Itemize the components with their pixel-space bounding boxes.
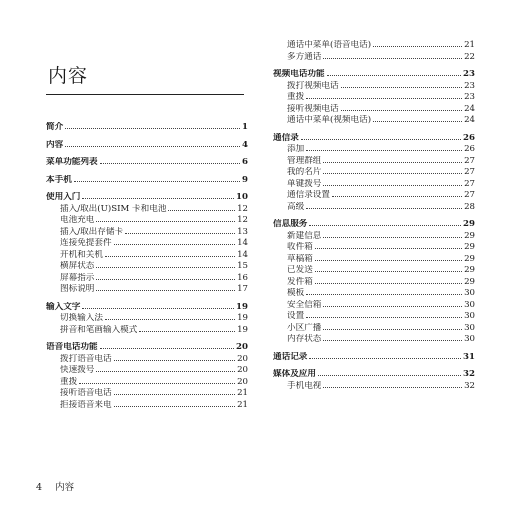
dot-leader [315, 260, 462, 261]
toc-entry-label: 模板 [287, 288, 305, 298]
toc-entry-page: 31 [463, 351, 475, 362]
toc-entry-label: 简介 [46, 122, 64, 132]
toc-entry-label: 连接免提套件 [60, 238, 112, 248]
toc-subentry[interactable] [46, 204, 248, 216]
toc-entry-label: 通话中菜单(视频电话) [287, 115, 372, 125]
toc-subentry[interactable] [273, 202, 475, 214]
toc-subentry[interactable] [273, 265, 475, 277]
dot-leader [315, 271, 462, 272]
toc-subentry[interactable] [273, 254, 475, 266]
dot-leader [373, 46, 462, 47]
toc-left-column [46, 122, 248, 411]
toc-entry-label: 使用入门 [46, 192, 81, 202]
toc-right-column [273, 40, 475, 392]
toc-entry-label: 添加 [287, 144, 305, 154]
toc-entry-page: 6 [242, 157, 248, 167]
toc-entry-page: 15 [237, 261, 248, 271]
toc-subentry[interactable] [273, 104, 475, 116]
dot-leader [315, 283, 462, 284]
dot-leader [82, 308, 234, 309]
toc-entry-label: 接听视频电话 [287, 103, 339, 114]
toc-entry-page: 30 [464, 334, 475, 344]
dot-leader [96, 290, 235, 291]
toc-entry-page: 24 [464, 115, 475, 125]
toc-subentry[interactable] [46, 261, 248, 273]
dot-leader [323, 185, 462, 186]
toc-entry-label: 插入/取出(U)SIM 卡和电池 [60, 203, 167, 214]
dot-leader [114, 406, 235, 407]
toc-entry-label: 重拨 [60, 376, 78, 387]
toc-subentry[interactable] [273, 190, 475, 202]
toc-entry-page: 30 [464, 311, 475, 321]
toc-entry-page: 12 [237, 203, 248, 214]
toc-entry-page: 16 [237, 272, 248, 283]
dot-leader [327, 75, 461, 76]
toc-entry-label: 设置 [287, 311, 305, 321]
dot-leader [332, 196, 462, 197]
toc-subentry[interactable] [46, 354, 248, 366]
toc-subentry[interactable] [273, 288, 475, 300]
toc-entry-label: 拼音和笔画输入模式 [60, 324, 138, 335]
toc-subentry[interactable] [273, 311, 475, 323]
toc-entry-page: 19 [236, 301, 248, 312]
dot-leader [96, 267, 235, 268]
dot-leader [309, 225, 461, 226]
dot-leader [79, 383, 235, 384]
toc-entry-page: 14 [237, 249, 248, 260]
toc-entry-label: 收件箱 [287, 242, 313, 252]
toc-subentry[interactable] [46, 388, 248, 400]
toc-entry-page: 20 [237, 353, 248, 364]
toc-entry-label: 接听语音电话 [60, 388, 112, 398]
toc-subentry[interactable] [46, 273, 248, 285]
toc-entry-label: 快速拨号 [60, 365, 95, 375]
toc-entry-label: 安全信箱 [287, 299, 322, 310]
toc-entry-page: 1 [242, 122, 248, 132]
dot-leader [306, 98, 462, 99]
dot-leader [74, 181, 240, 182]
toc-section-entry[interactable] [273, 219, 475, 231]
toc-entry-page: 23 [464, 80, 475, 91]
toc-entry-label: 通信录 [273, 132, 299, 143]
toc-entry-page: 20 [237, 365, 248, 375]
toc-subentry[interactable] [46, 400, 248, 412]
toc-entry-label: 我的名片 [287, 167, 322, 177]
toc-entry-label: 通信录设置 [287, 190, 330, 200]
dot-leader [306, 294, 462, 295]
toc-subentry[interactable] [46, 365, 248, 377]
dot-leader [306, 317, 462, 318]
toc-section-entry[interactable] [46, 175, 248, 187]
toc-entry-label: 内存状态 [287, 334, 322, 344]
toc-entry-label: 管理群组 [287, 155, 322, 166]
dot-leader [96, 371, 235, 372]
dot-leader [100, 163, 240, 164]
dot-leader [114, 360, 235, 361]
footer-label: 内容 [55, 482, 75, 493]
toc-entry-label: 拨打视频电话 [287, 80, 339, 91]
dot-leader [168, 210, 235, 211]
toc-entry-label: 信息服务 [273, 219, 308, 229]
toc-entry-label: 语音电话功能 [46, 342, 98, 352]
toc-section-entry[interactable] [46, 192, 248, 204]
dot-leader [373, 121, 462, 122]
toc-entry-label: 拨打语音电话 [60, 353, 112, 364]
dot-leader [65, 146, 240, 147]
footer-page-number: 4 [36, 482, 43, 493]
dot-leader [301, 139, 461, 140]
page-footer [36, 479, 84, 493]
toc-subentry[interactable] [273, 277, 475, 289]
toc-subentry[interactable] [46, 325, 248, 337]
toc-subentry[interactable] [273, 179, 475, 191]
toc-subentry[interactable] [273, 323, 475, 335]
toc-entry-label: 插入/取出存储卡 [60, 226, 124, 237]
toc-section-entry[interactable] [46, 302, 248, 314]
dot-leader [323, 387, 462, 388]
toc-entry-page: 4 [242, 139, 248, 150]
dot-leader [309, 358, 461, 359]
dot-leader [100, 348, 234, 349]
toc-section-entry[interactable] [46, 140, 248, 152]
dot-leader [65, 128, 240, 129]
toc-entry-label: 高级 [287, 201, 305, 212]
dot-leader [323, 329, 462, 330]
toc-subentry[interactable] [273, 81, 475, 93]
toc-entry-page: 17 [237, 284, 248, 294]
toc-entry-label: 新建信息 [287, 230, 322, 241]
toc-entry-page: 19 [237, 313, 248, 323]
toc-section-entry[interactable] [46, 157, 248, 169]
toc-entry-page: 14 [237, 238, 248, 248]
toc-subentry[interactable] [273, 144, 475, 156]
dot-leader [306, 150, 462, 151]
toc-subentry[interactable] [46, 284, 248, 296]
toc-entry-page: 20 [237, 376, 248, 387]
toc-subentry[interactable] [46, 313, 248, 325]
toc-entry-page: 26 [463, 132, 475, 143]
dot-leader [139, 331, 235, 332]
toc-entry-label: 视频电话功能 [273, 69, 325, 79]
toc-entry-page: 20 [236, 342, 248, 352]
toc-subentry[interactable] [273, 115, 475, 127]
dot-leader [105, 319, 235, 320]
toc-subentry[interactable] [273, 167, 475, 179]
toc-entry-label: 媒体及应用 [273, 369, 316, 379]
toc-entry-label: 手机电视 [287, 380, 322, 391]
toc-entry-label: 单键拨号 [287, 178, 322, 189]
toc-subentry[interactable] [273, 381, 475, 393]
toc-entry-label: 本手机 [46, 174, 72, 185]
toc-subentry[interactable] [46, 377, 248, 389]
toc-entry-label: 横屏状态 [60, 261, 95, 271]
toc-entry-label: 菜单功能列表 [46, 157, 98, 167]
toc-subentry[interactable] [273, 300, 475, 312]
dot-leader [323, 237, 462, 238]
toc-section-entry[interactable] [273, 133, 475, 145]
dot-leader [114, 244, 235, 245]
toc-entry-page: 24 [464, 103, 475, 114]
toc-entry-page: 32 [464, 380, 475, 391]
dot-leader [82, 198, 234, 199]
toc-entry-label: 小区广播 [287, 322, 322, 333]
dot-leader [341, 87, 462, 88]
page-title: 内容 [48, 65, 89, 87]
toc-entry-page: 27 [464, 190, 475, 200]
toc-subentry[interactable] [46, 215, 248, 227]
toc-subentry[interactable] [273, 40, 475, 52]
toc-entry-page: 19 [237, 324, 248, 335]
toc-entry-page: 27 [464, 155, 475, 166]
toc-entry-page: 10 [236, 192, 248, 202]
toc-section-entry[interactable] [273, 69, 475, 81]
dot-leader [318, 375, 461, 376]
toc-entry-page: 28 [464, 201, 475, 212]
toc-entry-label: 草稿箱 [287, 253, 313, 264]
toc-section-entry[interactable] [273, 352, 475, 364]
toc-section-entry[interactable] [46, 122, 248, 134]
toc-entry-page: 22 [464, 51, 475, 62]
toc-entry-page: 26 [464, 144, 475, 154]
dot-leader [114, 394, 235, 395]
toc-entry-label: 屏幕指示 [60, 272, 95, 283]
toc-subentry[interactable] [273, 242, 475, 254]
dot-leader [315, 248, 462, 249]
toc-entry-page: 9 [242, 174, 248, 185]
toc-entry-page: 29 [464, 276, 475, 287]
toc-section-entry[interactable] [46, 342, 248, 354]
toc-section-entry[interactable] [273, 369, 475, 381]
toc-entry-page: 21 [464, 40, 475, 50]
toc-entry-page: 21 [237, 388, 248, 398]
toc-entry-page: 13 [237, 226, 248, 237]
toc-entry-page: 21 [237, 399, 248, 410]
toc-entry-label: 拒接语音来电 [60, 399, 112, 410]
toc-entry-page: 32 [463, 369, 475, 379]
dot-leader [125, 233, 235, 234]
toc-entry-page: 30 [464, 299, 475, 310]
toc-entry-label: 开机和关机 [60, 249, 103, 260]
toc-entry-page: 29 [464, 265, 475, 275]
toc-entry-page: 30 [464, 322, 475, 333]
dot-leader [96, 279, 235, 280]
dot-leader [323, 173, 462, 174]
toc-entry-page: 27 [464, 178, 475, 189]
dot-leader [96, 221, 235, 222]
toc-subentry[interactable] [273, 92, 475, 104]
toc-subentry[interactable] [273, 156, 475, 168]
dot-leader [105, 256, 235, 257]
toc-entry-label: 切换输入法 [60, 313, 103, 323]
toc-entry-label: 多方通话 [287, 51, 322, 62]
toc-entry-label: 内容 [46, 139, 64, 150]
toc-entry-page: 27 [464, 167, 475, 177]
toc-entry-label: 重拨 [287, 92, 305, 102]
dot-leader [323, 58, 462, 59]
toc-subentry[interactable] [273, 231, 475, 243]
toc-entry-page: 29 [463, 219, 475, 229]
toc-subentry[interactable] [273, 334, 475, 346]
toc-entry-page: 29 [464, 242, 475, 252]
toc-subentry[interactable] [46, 227, 248, 239]
toc-entry-label: 通话记录 [273, 351, 308, 362]
toc-subentry[interactable] [273, 52, 475, 64]
toc-subentry[interactable] [46, 250, 248, 262]
toc-entry-page: 29 [464, 230, 475, 241]
toc-entry-label: 已发送 [287, 265, 313, 275]
toc-entry-page: 29 [464, 253, 475, 264]
title-rule [46, 94, 244, 95]
toc-entry-label: 电池充电 [60, 215, 95, 225]
toc-entry-label: 发件箱 [287, 276, 313, 287]
toc-entry-page: 12 [237, 215, 248, 225]
toc-entry-label: 通话中菜单(语音电话) [287, 40, 372, 50]
dot-leader [323, 162, 462, 163]
dot-leader [323, 306, 462, 307]
dot-leader [306, 208, 462, 209]
dot-leader [323, 340, 462, 341]
toc-entry-page: 23 [464, 92, 475, 102]
toc-entry-label: 输入文字 [46, 301, 81, 312]
toc-entry-page: 23 [463, 69, 475, 79]
toc-entry-label: 图标说明 [60, 284, 95, 294]
dot-leader [341, 110, 462, 111]
toc-entry-page: 30 [464, 288, 475, 298]
toc-subentry[interactable] [46, 238, 248, 250]
